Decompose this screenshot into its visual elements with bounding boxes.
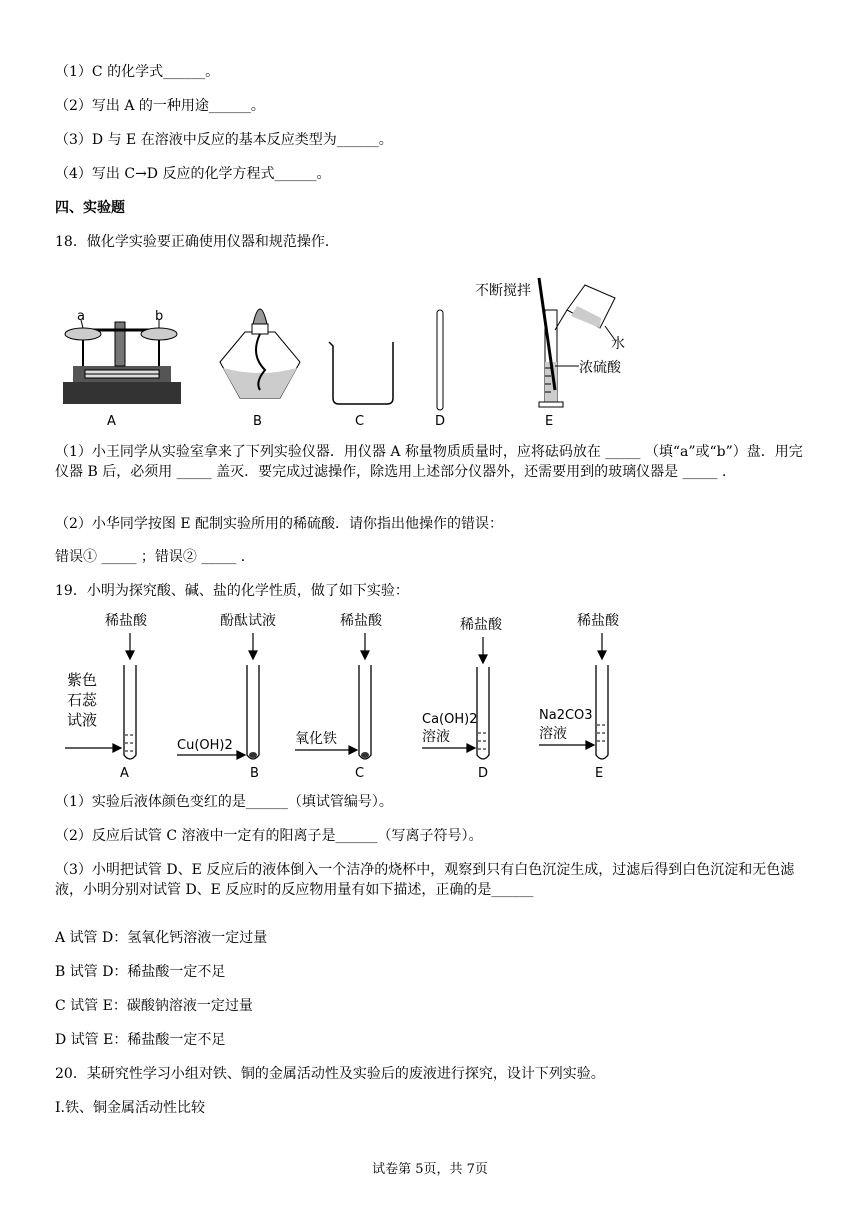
left-label-a-3: 试液 <box>67 711 98 729</box>
water-label: 水 <box>611 336 625 352</box>
q19-option-b: B 试管 D：稀盐酸一定不足 <box>55 964 226 980</box>
reagent-label-d: 稀盐酸 <box>460 617 502 633</box>
test-tube-d-icon <box>477 667 489 759</box>
q19-option-a: A 试管 D：氢氧化钙溶液一定过量 <box>55 930 268 946</box>
left-label-a-1: 紫色 <box>67 671 98 689</box>
q19-option-c: C 试管 E：碳酸钠溶液一定过量 <box>55 998 253 1014</box>
glass-rod-icon <box>437 310 443 410</box>
q19-part2: （2）反应后试管 C 溶液中一定有的阳离子是______（写离子符号）。 <box>55 828 483 844</box>
caption-b: B <box>253 414 262 429</box>
reagent-label-e: 稀盐酸 <box>577 613 619 629</box>
pan-label-b: b <box>155 309 164 324</box>
caption-e: E <box>545 414 554 429</box>
test-tube-a-icon <box>124 665 136 759</box>
measuring-cylinder-icon <box>539 278 563 407</box>
caption-d: D <box>435 414 446 429</box>
q18-apparatus-figure <box>55 270 655 435</box>
q17-part3: （3）D 与 E 在溶液中反应的基本反应类型为______。 <box>55 132 393 148</box>
test-tube-e-icon <box>596 665 608 759</box>
page-footer: 试卷第 5页，共 7页 <box>372 1162 488 1177</box>
left-label-d-2: 溶液 <box>422 729 450 745</box>
tube-caption-a: A <box>120 766 129 781</box>
tube-caption-b: B <box>250 766 259 781</box>
left-label-c: 氧化铁 <box>295 731 337 747</box>
q19-option-d: D 试管 E：稀盐酸一定不足 <box>55 1032 226 1048</box>
tube-caption-d: D <box>478 766 489 781</box>
test-tube-c-icon <box>359 665 371 759</box>
caption-a: A <box>107 414 116 429</box>
q18-part3: 错误① _____ ；错误② _____ ． <box>55 549 255 565</box>
section-heading: 四、实验题 <box>55 200 125 216</box>
q19-test-tubes-figure <box>55 605 655 785</box>
test-tube-b-icon <box>247 665 259 759</box>
q17-part1: （1）C 的化学式______。 <box>55 64 220 80</box>
q20-stem: 20．某研究性学习小组对铁、铜的金属活动性及实验后的废液进行探究，设计下列实验。 <box>55 1066 605 1082</box>
acid-label: 浓硫酸 <box>579 360 621 376</box>
reagent-label-a: 稀盐酸 <box>105 613 147 629</box>
q18-part1: （1）小王同学从实验室拿来了下列实验仪器．用仪器 A 称量物质质量时，应将砝码放在 _____ （填“a”或“b”）盘．用完仪器 B 后，必须用 _____ 盖灭．要完成过滤操作，除选用上述部分仪器外，还需要用到的玻璃仪器是 _____ ． <box>55 444 803 480</box>
tube-caption-c: C <box>355 766 365 781</box>
reagent-label-c: 稀盐酸 <box>340 613 382 629</box>
tube-caption-e: E <box>595 766 604 781</box>
pan-label-a: a <box>77 309 85 324</box>
left-label-e-1: Na2CO3 <box>539 708 593 723</box>
left-label-b: Cu(OH)2 <box>177 738 233 753</box>
q20-subsection: Ⅰ.铁、铜金属活动性比较 <box>55 1100 205 1116</box>
stir-label: 不断搅拌 <box>475 283 531 299</box>
q19-part1: （1）实验后液体颜色变红的是______（填试管编号）。 <box>55 794 393 810</box>
q17-part4: （4）写出 C→D 反应的化学方程式______。 <box>55 166 331 182</box>
q18-stem: 18．做化学实验要正确使用仪器和规范操作． <box>55 234 339 250</box>
left-label-d-1: Ca(OH)2 <box>422 712 478 727</box>
balance-icon <box>63 320 181 404</box>
pouring-beaker-icon <box>555 285 615 330</box>
beaker-icon <box>329 342 393 404</box>
q18-part2: （2）小华同学按图 E 配制实验所用的稀硫酸．请你指出他操作的错误： <box>55 516 504 532</box>
q17-part2: （2）写出 A 的一种用途______。 <box>55 98 265 114</box>
alcohol-lamp-icon <box>220 309 300 398</box>
q19-stem: 19．小明为探究酸、碱、盐的化学性质，做了如下实验： <box>55 583 409 599</box>
reagent-label-b: 酚酞试液 <box>220 613 276 629</box>
q19-part3: （3）小明把试管 D、E 反应后的液体倒入一个洁净的烧杯中，观察到只有白色沉淀生成，过滤后得到白色沉淀和无色滤液，小明分别对试管 D、E 反应时的反应物用量有如下描述，正确的是______ <box>55 862 795 898</box>
left-label-e-2: 溶液 <box>539 726 567 742</box>
left-label-a-2: 石蕊 <box>67 691 98 709</box>
caption-c: C <box>355 414 365 429</box>
